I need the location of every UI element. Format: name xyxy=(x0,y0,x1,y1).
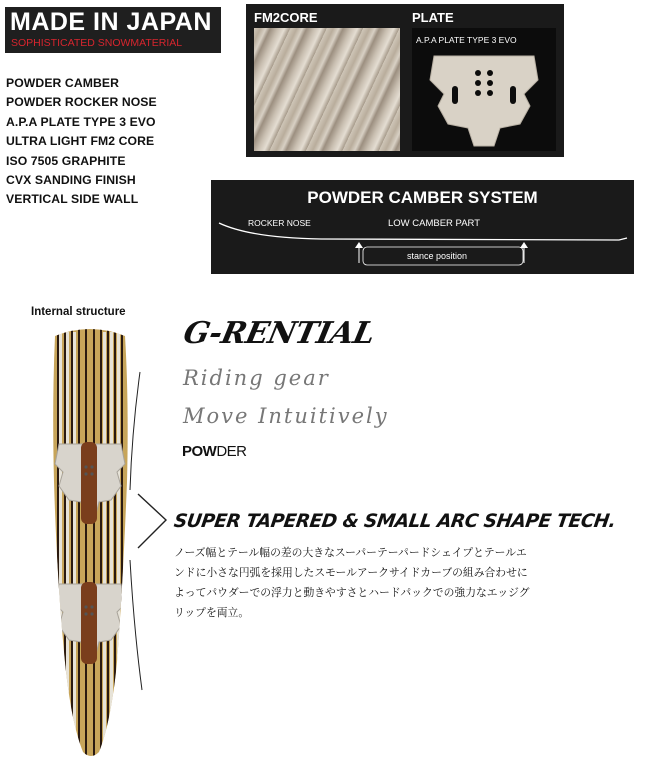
tagline-move-intuitively: Move Intuitively xyxy=(183,404,389,428)
low-camber-label: LOW CAMBER PART xyxy=(388,218,481,229)
materials-panel xyxy=(246,4,564,157)
tagline-riding-gear: Riding gear xyxy=(183,366,330,390)
feature-item: CVX SANDING FINISH xyxy=(6,173,136,188)
plate-shape-icon xyxy=(412,28,556,151)
powder-logo-light: DER xyxy=(216,443,247,460)
tech-title: SUPER TAPERED & SMALL ARC SHAPE TECH. xyxy=(172,511,617,532)
feature-item: A.P.A PLATE TYPE 3 EVO xyxy=(6,114,156,129)
powder-logo xyxy=(182,443,247,460)
core-label: FM2CORE xyxy=(254,10,318,25)
plate-label: PLATE xyxy=(412,10,454,25)
brand-script-logo: G-RENTIAL xyxy=(180,316,378,351)
fm2-core-texture xyxy=(254,28,400,151)
feature-item: POWDER ROCKER NOSE xyxy=(6,95,157,110)
rocker-nose-label: ROCKER NOSE xyxy=(248,218,311,228)
feature-item: VERTICAL SIDE WALL xyxy=(6,192,139,207)
sidecut-bracket-lines xyxy=(120,370,180,700)
brand-tagline: SOPHISTICATED SNOWMATERIAL xyxy=(11,37,183,49)
camber-title: POWDER CAMBER SYSTEM xyxy=(307,188,538,207)
camber-system-panel xyxy=(211,180,634,274)
feature-list xyxy=(6,74,157,210)
stance-position-label: stance position xyxy=(407,251,468,261)
feature-item: POWDER CAMBER xyxy=(6,76,120,90)
made-in-japan-title: MADE IN JAPAN xyxy=(10,8,212,36)
powder-logo-bold: POW xyxy=(182,443,217,460)
feature-item: ULTRA LIGHT FM2 CORE xyxy=(6,134,155,149)
plate-image xyxy=(412,28,556,151)
feature-item: ISO 7505 GRAPHITE xyxy=(6,153,126,168)
tech-description: ノーズ幅とテール幅の差の大きなスーパーテーパードシェイプとテールエンドに小さな円弧を採用したスモールアークサイドカーブの組み合わせによってパウダーでの浮力と動きやすさとハードパックでの強力なエッジグリップを両立。 xyxy=(174,547,530,619)
internal-structure-title: Internal structure xyxy=(31,306,126,318)
made-in-japan-badge xyxy=(5,7,221,53)
plate-caption: A.P.A PLATE TYPE 3 EVO xyxy=(416,35,517,45)
